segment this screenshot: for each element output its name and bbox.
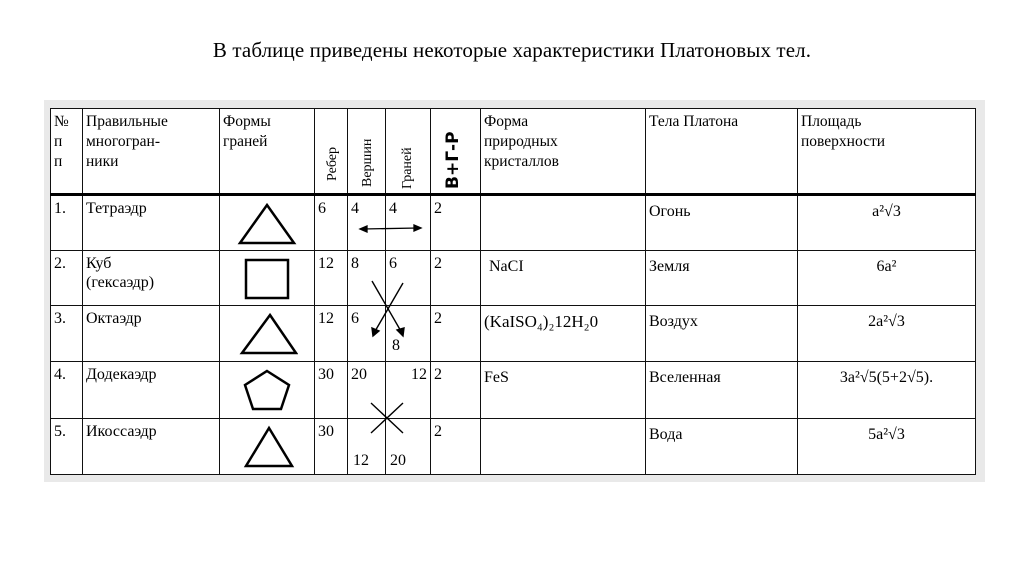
row-euler: 2 bbox=[431, 362, 481, 419]
header-face-forms bbox=[220, 109, 315, 195]
row-area: 2a²√3 bbox=[798, 306, 976, 362]
row-crystal: (KaISO₄)₂12H₂0 bbox=[481, 306, 646, 362]
row-area: a²√3 bbox=[798, 195, 976, 251]
row-name-line: Куб bbox=[86, 255, 112, 272]
row-faces: 4 bbox=[386, 195, 431, 251]
row-name bbox=[83, 306, 220, 362]
row-num: 3. bbox=[51, 306, 83, 362]
row-plato: Воздух bbox=[646, 306, 798, 362]
row-crystal bbox=[481, 195, 646, 251]
row-vertices: 6 bbox=[348, 306, 386, 362]
page-title: В таблице приведены некоторые характеристики Платоновых тел. bbox=[212, 38, 812, 62]
table-row bbox=[51, 419, 976, 475]
row-num: 5. bbox=[51, 419, 83, 475]
header-face-forms-line: Формы bbox=[223, 113, 271, 130]
row-name-line: Додекаэдр bbox=[86, 366, 157, 383]
table-row bbox=[51, 362, 976, 419]
triangle-icon bbox=[236, 201, 298, 247]
triangle-icon bbox=[236, 311, 298, 357]
header-row bbox=[51, 109, 976, 195]
row-name-line: Тетраэдр bbox=[86, 200, 147, 217]
row-shape bbox=[220, 419, 315, 475]
header-num bbox=[51, 109, 83, 195]
row-shape bbox=[220, 195, 315, 251]
header-vertices bbox=[348, 109, 386, 195]
row-faces bbox=[386, 306, 431, 362]
triangle-icon bbox=[236, 424, 298, 470]
row-plato: Огонь bbox=[646, 195, 798, 251]
header-vertices-label: Вершин bbox=[360, 138, 375, 187]
row-euler: 2 bbox=[431, 195, 481, 251]
row-faces bbox=[386, 419, 431, 475]
header-edges bbox=[315, 109, 348, 195]
row-faces-value: 8 bbox=[392, 337, 400, 354]
header-euler-label: В+Г-Р bbox=[443, 131, 463, 189]
row-faces: 12 bbox=[386, 362, 431, 419]
row-edges: 30 bbox=[315, 419, 348, 475]
row-crystal: FeS bbox=[481, 362, 646, 419]
row-vertices: 4 bbox=[348, 195, 386, 251]
row-name bbox=[83, 251, 220, 306]
header-polyhedra-line: Правильные bbox=[86, 113, 168, 130]
row-edges: 6 bbox=[315, 195, 348, 251]
row-num: 2. bbox=[51, 251, 83, 306]
row-crystal bbox=[481, 419, 646, 475]
row-plato: Вода bbox=[646, 419, 798, 475]
row-edges: 12 bbox=[315, 306, 348, 362]
header-plato-line: Тела Платона bbox=[649, 113, 739, 130]
row-euler: 2 bbox=[431, 251, 481, 306]
row-vertices: 8 bbox=[348, 251, 386, 306]
row-vertices-value: 12 bbox=[353, 452, 369, 469]
header-faces-label: Граней bbox=[400, 147, 415, 189]
row-name-line: Октаэдр bbox=[86, 310, 142, 327]
row-name-line: (гексаэдр) bbox=[86, 274, 155, 291]
header-area-line: Площадь bbox=[801, 113, 862, 130]
table-row bbox=[51, 306, 976, 362]
row-edges: 30 bbox=[315, 362, 348, 419]
table-row bbox=[51, 251, 976, 306]
platonic-solids-table bbox=[50, 108, 976, 475]
header-face-forms-line: граней bbox=[223, 133, 268, 150]
header-crystal-line: природных bbox=[484, 133, 558, 150]
row-name bbox=[83, 362, 220, 419]
row-area: 6a² bbox=[798, 251, 976, 306]
row-area: 5a²√3 bbox=[798, 419, 976, 475]
header-faces bbox=[386, 109, 431, 195]
header-edges-label: Ребер bbox=[325, 147, 340, 181]
row-area: 3a²√5(5+2√5). bbox=[798, 362, 976, 419]
header-polyhedra bbox=[83, 109, 220, 195]
header-crystal-line: кристаллов bbox=[484, 153, 559, 170]
row-plato: Земля bbox=[646, 251, 798, 306]
header-crystal bbox=[481, 109, 646, 195]
row-edges: 12 bbox=[315, 251, 348, 306]
row-shape bbox=[220, 362, 315, 419]
row-shape bbox=[220, 251, 315, 306]
row-name bbox=[83, 419, 220, 475]
header-num-line: п bbox=[54, 153, 63, 170]
row-num: 4. bbox=[51, 362, 83, 419]
header-num-line: № bbox=[54, 113, 69, 130]
header-polyhedra-line: многогран- bbox=[86, 133, 161, 150]
row-faces-value: 20 bbox=[390, 452, 406, 469]
square-icon bbox=[236, 256, 298, 302]
header-polyhedra-line: ники bbox=[86, 153, 119, 170]
row-num: 1. bbox=[51, 195, 83, 251]
row-name-line: Икоссаэдр bbox=[86, 423, 157, 440]
header-area-line: поверхности bbox=[801, 133, 886, 150]
row-vertices: 20 bbox=[348, 362, 386, 419]
row-faces: 6 bbox=[386, 251, 431, 306]
header-plato bbox=[646, 109, 798, 195]
header-area bbox=[798, 109, 976, 195]
header-num-line: п bbox=[54, 133, 63, 150]
row-plato: Вселенная bbox=[646, 362, 798, 419]
row-euler: 2 bbox=[431, 306, 481, 362]
row-crystal: NaCI bbox=[481, 251, 646, 306]
row-euler: 2 bbox=[431, 419, 481, 475]
pentagon-icon bbox=[236, 367, 298, 413]
row-vertices bbox=[348, 419, 386, 475]
row-name bbox=[83, 195, 220, 251]
row-shape bbox=[220, 306, 315, 362]
header-crystal-line: Форма bbox=[484, 113, 529, 130]
table-row bbox=[51, 195, 976, 251]
header-euler bbox=[431, 109, 481, 195]
